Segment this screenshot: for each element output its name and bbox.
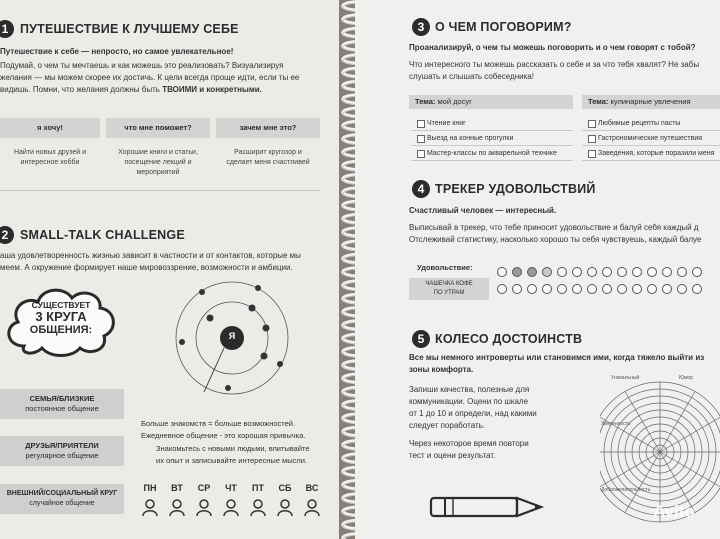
section-lead-5b: зоны комфорта.: [409, 365, 474, 374]
tracker-item: ЧАШЕЧКА КОФЕ ПО УТРАМ: [409, 278, 489, 300]
circle-family: СЕМЬЯ/БЛИЗКИЕ постоянное общение: [0, 389, 124, 419]
body-line: Через некоторое время повтори: [409, 439, 529, 448]
body-line: видишь. Помни, что желания должны быть ТВОИМИ и конкретными.: [0, 85, 262, 94]
body-line: следует поработать.: [409, 421, 486, 430]
tracker-dot[interactable]: [557, 284, 567, 294]
goal-cell-help: Хорошие книги и статьи, посещение лекций и мероприятий: [118, 149, 198, 176]
body-line: тест и оцени результат.: [409, 451, 496, 460]
tracker-dot[interactable]: [662, 284, 672, 294]
section-lead-1: Путешествие к себе — непросто, но самое увлекательное!: [0, 47, 234, 56]
tracker-dot[interactable]: [527, 284, 537, 294]
section-lead-3: Проанализируй, о чем ты можешь поговорить и о чем говорят с тобой?: [409, 43, 696, 52]
wheel-label: Юмор: [679, 375, 693, 381]
right-page: [355, 0, 720, 539]
topic-header-1: Тема: мой досуг: [409, 95, 573, 109]
note-line: Больше знакомств = больше возможностей.: [141, 419, 296, 428]
tracker-dot[interactable]: [602, 267, 612, 277]
section-number-2: 2: [0, 226, 14, 244]
weekday-label: ПТ: [252, 483, 264, 493]
tracker-dot[interactable]: [647, 284, 657, 294]
goal-cell-want: Найти новых друзей и интересное хобби: [13, 149, 87, 166]
tracker-dot[interactable]: [587, 284, 597, 294]
body-line: Подумай, о чем ты мечтаешь и как можешь это реализовать? Визуализируя: [0, 61, 284, 70]
divider: [0, 190, 320, 191]
section-number-3: 3: [412, 18, 430, 36]
tracker-dot[interactable]: [632, 284, 642, 294]
section-number-4: 4: [412, 180, 430, 198]
person-icon[interactable]: [302, 497, 322, 517]
person-icon[interactable]: [221, 497, 241, 517]
weekday-label: ПН: [143, 483, 157, 493]
wheel-label: Уникальный: [611, 375, 640, 381]
tracker-dot[interactable]: [617, 284, 627, 294]
topic-item: Выезд на конные прогулки: [427, 135, 514, 142]
section-title-4: ТРЕКЕР УДОВОЛЬСТВИЙ: [435, 182, 596, 196]
weekday-label: СБ: [278, 483, 292, 493]
tracker-dot[interactable]: [542, 267, 552, 277]
section-number-5: 5: [412, 330, 430, 348]
topic-header-2: Тема: кулинарные увлечения: [582, 95, 720, 109]
tracker-label: Удовольствие:: [417, 263, 473, 272]
topic-checkbox[interactable]: [588, 150, 596, 158]
circle-friends: ДРУЗЬЯ/ПРИЯТЕЛИ регулярное общение: [0, 436, 124, 466]
body-line: ашa удовлетворенность жизнью зависит в частности и от контактов, которые мы: [0, 251, 301, 260]
weekday-label: ВТ: [171, 483, 183, 493]
row-divider: [582, 160, 720, 161]
section-title-5: КОЛЕСО ДОСТОИНСТВ: [435, 332, 583, 346]
row-divider: [411, 145, 573, 146]
section-title-2: SMALL-TALK CHALLENGE: [20, 228, 185, 242]
tracker-dot[interactable]: [572, 284, 582, 294]
tracker-dot[interactable]: [572, 267, 582, 277]
tracker-dot[interactable]: [512, 267, 522, 277]
topic-item: Чтение книг: [427, 120, 466, 127]
section-number-1: 1: [0, 20, 14, 38]
wheel-label: Уверенность: [601, 421, 631, 427]
tracker-dot[interactable]: [527, 267, 537, 277]
body-line: Выписывай в трекер, что тебе приносит удовольствие и балуй себя каждый д: [409, 223, 699, 232]
tracker-dot[interactable]: [557, 267, 567, 277]
wheel-label: Доброжелательность: [601, 487, 651, 493]
tracker-dot[interactable]: [692, 284, 702, 294]
weekday-label: ЧТ: [225, 483, 237, 493]
tracker-dot[interactable]: [632, 267, 642, 277]
topic-checkbox[interactable]: [417, 135, 425, 143]
person-icon[interactable]: [140, 497, 160, 517]
topic-item: Мастер-классы по акварельной технике: [427, 150, 557, 157]
pencil-icon: [423, 486, 553, 526]
tracker-dot[interactable]: [647, 267, 657, 277]
person-icon[interactable]: [194, 497, 214, 517]
cloud-text: СУЩЕСТВУЕТ 3 КРУГА ОБЩЕНИЯ:: [29, 300, 93, 336]
section-title-1: ПУТЕШЕСТВИЕ К ЛУЧШЕМУ СЕБЕ: [20, 22, 239, 36]
note-line: Ежедневное общение - это хорошая привычка.: [141, 431, 306, 440]
topic-item: Гастрономические путешествия: [598, 135, 703, 142]
note-line: их опыт и записывайте интересные мысли.: [156, 456, 307, 465]
topic-item: Любимые рецепты пасты: [598, 120, 681, 127]
body-line: меем. А окружение формирует наше мировоззрение, возможности и амбиции.: [0, 263, 293, 272]
goal-header-help: что мне поможет?: [106, 118, 210, 138]
topic-checkbox[interactable]: [417, 120, 425, 128]
section-lead-4: Счастливый человек — интересный.: [409, 206, 557, 215]
tracker-dot[interactable]: [512, 284, 522, 294]
row-divider: [582, 145, 720, 146]
section-lead-5: Все мы немного интроверты или становимся ими, когда тяжело выйти из: [409, 353, 705, 362]
body-line: Что интересного ты можешь рассказать о себе и за что тебя хвалят? Не забы: [409, 60, 700, 69]
topic-item: Заведения, которые поразили меня: [598, 150, 715, 157]
tracker-dot[interactable]: [542, 284, 552, 294]
body-line: от 1 до 10 и определи, над какими: [409, 409, 537, 418]
circle-social: ВНЕШНИЙ/СОЦИАЛЬНЫЙ КРУГ случайное общение: [0, 484, 124, 514]
goal-cell-why: Расширит кругозор и сделает меня счастливей: [226, 149, 310, 166]
note-line: Знакомьтесь с новыми людьми, впитывайте: [156, 444, 310, 453]
left-page: [0, 0, 355, 539]
row-divider: [411, 160, 573, 161]
topic-checkbox[interactable]: [588, 120, 596, 128]
body-line: Запиши качества, полезные для: [409, 385, 530, 394]
body-line: Отслеживай статистику, насколько хорошо ты себя чувствуешь, каждый балуе: [409, 235, 702, 244]
person-icon[interactable]: [248, 497, 268, 517]
tracker-dot[interactable]: [497, 267, 507, 277]
avito-watermark: Avito: [653, 502, 695, 521]
orbit-diagram: [168, 272, 308, 412]
weekday-label: СР: [197, 483, 211, 493]
tracker-dot[interactable]: [587, 267, 597, 277]
tracker-dot[interactable]: [662, 267, 672, 277]
tracker-dot[interactable]: [677, 284, 687, 294]
topic-checkbox[interactable]: [417, 150, 425, 158]
self-label: Я: [228, 331, 236, 341]
tracker-dot[interactable]: [617, 267, 627, 277]
tracker-dot[interactable]: [692, 267, 702, 277]
section-title-3: О ЧЕМ ПОГОВОРИМ?: [435, 20, 572, 34]
tracker-dot[interactable]: [677, 267, 687, 277]
row-divider: [582, 130, 720, 131]
tracker-dot[interactable]: [602, 284, 612, 294]
person-icon[interactable]: [167, 497, 187, 517]
body-line: коммуникации. Оцени по шкале: [409, 397, 529, 406]
goal-header-why: зачем мне это?: [216, 118, 320, 138]
tracker-dot[interactable]: [497, 284, 507, 294]
person-icon[interactable]: [275, 497, 295, 517]
goal-header-want: я хочу!: [0, 118, 100, 138]
row-divider: [411, 130, 573, 131]
body-line: слушать и слышать собеседника!: [409, 72, 534, 81]
body-line: желания — мы можем скорее их достичь. К цели всегда проще идти, если ты ее: [0, 73, 300, 82]
topic-checkbox[interactable]: [588, 135, 596, 143]
weekday-label: ВС: [305, 483, 319, 493]
